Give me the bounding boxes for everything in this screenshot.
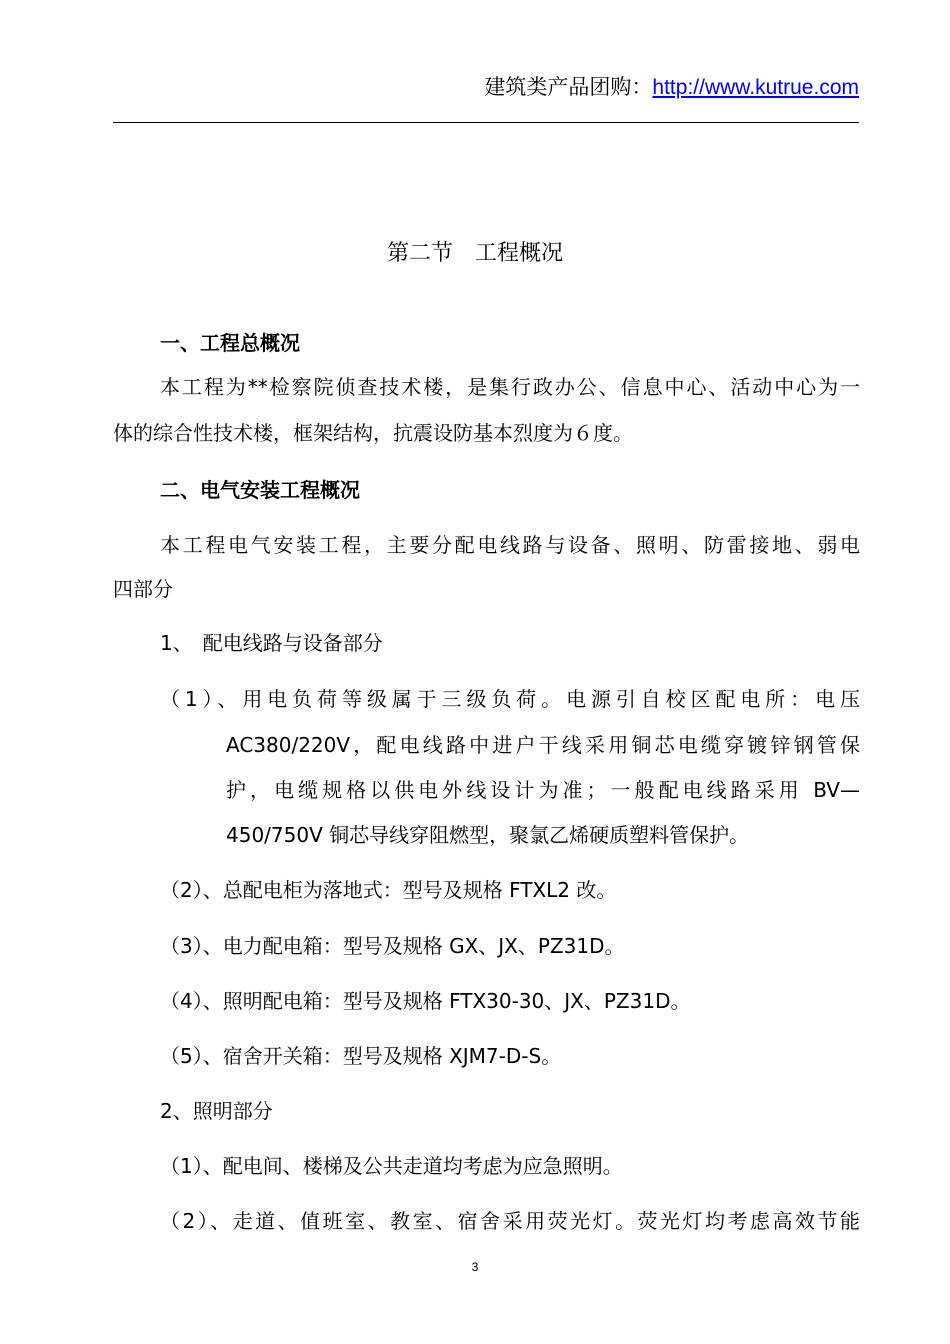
paragraph-line: 本工程为**检察院侦查技术楼，是集行政办公、信息中心、活动中心为一 xyxy=(160,375,860,399)
header-link[interactable]: http://www.kutrue.com xyxy=(652,76,859,99)
page-header xyxy=(484,72,859,103)
list-item: （5）、宿舍开关箱：型号及规格 XJM7-D-S。 xyxy=(160,1044,562,1068)
list-item: （1）、配电间、楼梯及公共走道均考虑为应急照明。 xyxy=(160,1154,623,1178)
list-item: （2）、总配电柜为落地式：型号及规格 FTXL2 改。 xyxy=(160,878,617,902)
paragraph-line: 体的综合性技术楼，框架结构，抗震设防基本烈度为６度。 xyxy=(113,421,633,445)
header-divider xyxy=(113,122,859,123)
list-item-continuation: AC380/220V，配电线路中进户干线采用铜芯电缆穿镀锌钢管保 xyxy=(226,733,860,757)
heading-electrical: 二、电气安装工程概况 xyxy=(160,478,360,502)
list-item-continuation: 护，电缆规格以供电外线设计为准；一般配电线路采用 BV— xyxy=(226,778,860,802)
section-title: 第二节 工程概况 xyxy=(386,241,563,266)
header-label: 建筑类产品团购： xyxy=(484,75,653,99)
list-item: （4）、照明配电箱：型号及规格 FTX30-30、JX、PZ31D。 xyxy=(160,989,691,1013)
paragraph-line: 本工程电气安装工程，主要分配电线路与设备、照明、防雷接地、弱电 xyxy=(160,533,860,557)
page-number: 3 xyxy=(471,1260,479,1274)
list-item: （1）、用电负荷等级属于三级负荷。电源引自校区配电所：电压 xyxy=(160,687,860,711)
subheading-distribution: 1、 配电线路与设备部分 xyxy=(160,631,383,655)
heading-overview: 一、工程总概况 xyxy=(160,331,300,355)
list-item: （3）、电力配电箱：型号及规格 GX、JX、PZ31D。 xyxy=(160,934,625,958)
subheading-lighting: 2、照明部分 xyxy=(160,1099,273,1123)
paragraph-line: 四部分 xyxy=(113,577,173,601)
list-item: （2）、走道、值班室、教室、宿舍采用荧光灯。荧光灯均考虑高效节能 xyxy=(160,1209,860,1233)
list-item-continuation: 450/750V 铜芯导线穿阻燃型，聚氯乙烯硬质塑料管保护。 xyxy=(226,823,750,847)
